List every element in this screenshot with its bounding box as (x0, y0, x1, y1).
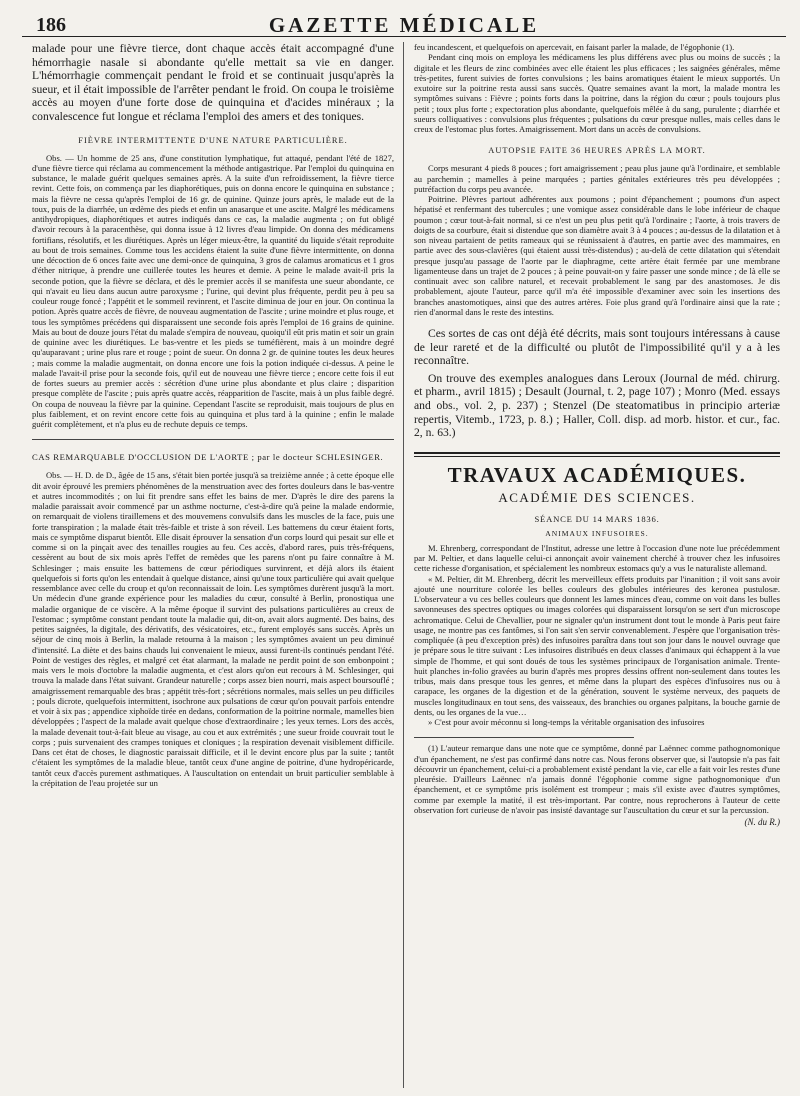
footnote-rule (414, 737, 634, 738)
page-header (22, 10, 786, 37)
paragraph-body-measure: Corps mesurant 4 pieds 8 pouces ; fort amaigrissement ; peau plus jaune qu'à l'ordinaire, et semblable au parchemin ; mamelles à peine marquées ; parties génitales extérieures très peu développées ; putréfaction du corps peu avancée. (414, 163, 780, 194)
animaux-heading: ANIMAUX INFUSOIRES. (545, 528, 649, 538)
paragraph-references: On trouve des exemples analogues dans Leroux (Journal de méd. chirurg. et pharm., avril 1815) ; Desault (Journal, t. 2, page 107) ; Monro (Med. essays and obs., vol. 2, p. 237) ; Stenzel (De steatomatibus in principio arteriæ repertis, Vitemb., 1723, p. 8.) ; Haller, Coll. disp. ad morb. histor. et cur., fac. 2, n. 63.) (414, 371, 780, 440)
paragraph-poitrine: Poitrine. Plèvres partout adhérentes aux poumons ; point d'épanchement ; poumons d'un aspect hépatisé et renfermant des tubercules ; une vomique assez considérable dans le lobe inférieur de chaque poumon ; cœur tout-à-fait normal, si ce n'est un peu plus petit qu'à l'ordinaire ; l'aorte, à trois travers de doigts de sa courbure, était si distendue que son diamètre avait 3 à 4 pouces ; au-dessus de la dilatation et à son niveau partaient de petits rameaux qui se réunissaient à d'autres, en partie avec des mammaires, en partie avec des sous-clavières (qui étaient aussi très-distendus) ; au-delà de cette dilatation qui s'étendait presque jusqu'au passage de l'aorte par le diaphragme, cette artère était fermée par une membrane ligamenteuse dans un trajet de 2 pouces ; à peine pouvait-on y faire passer une sonde mince ; de là elle se continuait avec son calibre naturel, et recevait probablement le sang par des anastomoses. Je dis probablement, ajoute l'auteur, parce qu'il m'a été impossible d'examiner avec soin les insertions des branches anastomotiques, ainsi que des autres artères. Foie plus grand qu'à l'ordinaire ainsi que la rate ; rien d'anormal dans le reste des intestins. (414, 194, 780, 317)
thin-divider (414, 456, 780, 457)
section-divider (32, 439, 394, 440)
paragraph-remark: Ces sortes de cas ont déjà été décrits, mais sont toujours intéressans à cause de leur rareté et de la difficulté ou plutôt de l'impossibilité qu'il y a à les reconnaître. (414, 327, 780, 368)
left-column (32, 42, 394, 1088)
continued-paragraph: feu incandescent, et quelquefois on apercevait, en faisant parler la malade, de l'égophonie (1). (414, 42, 735, 52)
paragraph-peltier-quote: « M. Peltier, dit M. Ehrenberg, décrit les merveilleux effets produits par l'inanition ; il voit sans avoir ajouté une nourriture colorée les belles couleurs des globules intérieures des keronea pustulosæ. L'observateur a vu ces belles couleurs que donnent les lames minces d'eau, comme on voit dans les bulles savonneuses des spectres optiques ou images colorées qui disparaissent lorsqu'on se sert d'un microscope achromatique. Celui de Chevallier, pour ne signaler qu'un instrument dont tout le monde à Paris peut faire usage, ne montre pas ces fantômes, si l'on sait s'en servir convenablement. J'espère que l'organisation très-compliquée (à peu d'exception près) des infusoires paraîtra dans tout son jour dans le nouvel ouvrage que je prépare sous le titre suivant : Les infusoires distribués en deux classes d'animaux qui échappent à la vue simple de l'homme, et qui sont doués de tous les systèmes principaux de l'organisation animale. Trente-huit planches in-folio gravées au burin d'après mes propres dessins offrent non-seulement dans toutes les tribus, mais dans presque tous les genres, et même dans la plupart des espèces d'infusoires nus ou à carapace, les organes de la digestion et de la génération, souvent le système nerveux, des paquets de muscles longitudinaux en tout sens, des vaisseaux, des branchies ou organes palpitans, la bouche garnie de dents, ou les organes de la vue… (414, 573, 780, 717)
paragraph-treatment: Pendant cinq mois on employa les médicamens les plus différens avec plus ou moins de succès ; la digitale et les fleurs de zinc combinées avec elle étaient les plus efficaces ; les saignées générales, même très-petites, furent suivies de fortes convulsions ; les bains aromatiques étaient le mieux supportés. Un exutoire sur la poitrine resta aussi sans succès. Quatre semaines avant la mort, la malade montra les symptômes suivans : Fièvre ; points forts dans la poitrine, dans la région du cœur ; pouls toujours plus petit ; toux plus forte ; expectoration plus abondante, quelquefois mêlée à du sang, purulente ; diarrhée et sueurs colliquatives : convulsions plus fréquentes ; pulsations du cœur presque nulles, mais celles dans le creux de l'estomac plus fortes. Amaigrissement. Mort dans un accès de convulsions. (414, 52, 780, 134)
newspaper-page (22, 10, 786, 1090)
column-rule (403, 42, 404, 1088)
autopsy-title: AUTOPSIE FAITE 36 HEURES APRÈS LA MORT. (488, 146, 706, 156)
intro-paragraph: malade pour une fièvre tierce, dont chaque accès était accompagné d'une hémorrhagie nasale si abondante qu'elle mettait sa vie en danger. L'hémorrhagie commençait pendant le froid et se continuait jusqu'après la sueur, et il était impossible de l'arrêter pendant le froid. On coupa le troisième accès au moyen d'une forte dose de quinquina et d'acides minéraux ; la convalescence fut longue et réclama l'emploi des amers et des toniques. (32, 42, 394, 123)
footnote-signature: (N. du R.) (744, 817, 780, 827)
seance-heading: SÉANCE DU 14 MARS 1836. (534, 513, 660, 524)
page-number: 186 (36, 14, 66, 36)
travaux-heading: TRAVAUX ACADÉMIQUES. (447, 462, 747, 487)
right-column (414, 42, 780, 1088)
section-title-aorte: CAS REMARQUABLE D'OCCLUSION DE L'AORTE ; par le docteur SCHLESINGER. (32, 452, 384, 463)
academie-heading: ACADÉMIE DES SCIENCES. (498, 489, 696, 505)
paragraph-infusoires: » C'est pour avoir méconnu si long-temps la véritable organisation des infusoires (428, 717, 705, 727)
footnote: (1) L'auteur remarque dans une note que ce symptôme, donné par Laënnec comme pathognomonique d'un épanchement, ne s'est pas confirmé dans notre cas. Nous ferons observer que, si l'autopsie n'a pas fait découvrir un épanchement, celui-ci a probablement existé pendant la vie, car elle a fait voir les restes d'une pleurésie. D'ailleurs Laënnec n'a jamais donné l'égophonie comme signe pathognomonique d'un épanchement, et ce symptôme pris isolément est trompeur ; mais s'il existe avec d'autres symptômes, comme par exemple la matité, il est très-important. Par contre, nous reprocherons à l'auteur de cette observation fort curieuse de n'avoir pas insisté davantage sur l'auscultation du cœur et sur la percussion. (414, 743, 780, 815)
section-body-fievre: Obs. — Un homme de 25 ans, d'une constitution lymphatique, fut attaqué, pendant l'été de 1827, d'une fièvre tierce qui réclama au commencement la méthode antigastrique. Par l'emploi du quinquina en substance, le malade guérit quelques semaines après. A la suite d'un refroidissement, la fièvre tierce revint. Cette fois, on commença par les diaphorétiques, puis on donna encore le quinquina en substance ; mais la fièvre ne cessa qu'après l'emploi de 16 gr. de quinine. Quinze jours après, le malade eut de la toux, puis de la diarrhée, un œdème des pieds et enfin un anasarque et une ascite. Malgré les médicamens antihydropiques, diaphorétiques et autres indiqués dans ce cas, la maladie augmenta ; on fut obligé d'avoir recours à la paracenthèse, qui donna issue à 12 livres d'eau limpide. On donna des médicamens fortifians, résolutifs, et les diurétiques. Après un léger mieux-être, la quantité du liquide s'était reproduite au bout de trois semaines. Comme tous les accidens étaient la suite d'une fièvre intermittente, on donna une décoction de 6 onces faite avec une demi-once de quinquina, 3 gros de calamus aromaticus et 1 gros d'éther nitrique, à prendre une cuillerée toutes les heures et demie. A peine le malade avait-il pris la seconde potion, que la fièvre se déclara, et dès le premier accès il se manifesta une sueur abondante, ce qui n'avait eu lieu dans aucun autre paroxysme ; l'urine, qui devint plus fréquente, perdit peu à peu sa couleur rouge foncé ; l'appétit et le sommeil revinrent, et l'ascite diminua de jour en jour. On continua la potion. Après quatre accès de fièvre, de nouveau augmentation de l'ascite ; urine moindre et plus rouge, et tous les symptômes précédens qui disparaissent une seconde fois après l'emploi de 16 grains de quinine. Mais au bout de douze jours l'état du malade s'empira de nouveau, quoiqu'il eût pris matin et soir un grain de quinine avec les diurétiques. Le bas-ventre et les pieds se tuméfièrent, mais à un moindre degré qu'auparavant ; urine plus rare et rouge ; point de sueur. On donna 2 gr. de quinine toutes les deux heures ; mais comme la maladie augmentait, on donna encore une fois la potion indiquée ci-dessus. A peine le malade l'avait-il prise pour la seconde fois, qu'il eut de nouveau une fièvre tierce ; encore cette fois il eut de fortes sueurs au premier accès : sécrétion d'une urine plus abondante et plus claire ; disparition presque complète de l'ascite ; puis après quatre accès, réapparition de l'ascite, mais à un plus faible degré. On coupa de nouveau la fièvre par la quinine. Cependant l'ascite se reproduisit, mais toujours de plus en plus faiblement, et on revint encore cette fois au quinquina et plus tard à la quinine ; enfin le malade guérit complètement, et n'a plus eu de rechute depuis ce temps. (32, 152, 394, 430)
columns (22, 42, 786, 1088)
section-body-aorte: Obs. — H. D. de D., âgée de 15 ans, s'était bien portée jusqu'à sa treizième année ; à cette époque elle dit avoir éprouvé les premiers phénomènes de la menstruation avec des fortes douleurs dans le bas-ventre et autres incommodités ; on lui fit prendre sans effet les bains de mer. D'après le dire des parens la maladie paraissait avoir commencé par un asthme nocturne, c'est-à-dire qu'à peine la malade endormie, on remarquait de violens tiraillemens et des mouvemens convulsifs dans les muscles de la face, puis une forte transpiration ; la malade était très-faible et triste à son réveil. Les battemens du cœur étaient forts, mais ce symptôme disparut bientôt. Elle disait éprouver la sensation d'un corps lourd qui pesait sur elle et comme si on la pinçait avec des tenailles rougies au feu. Ces accès, d'abord rares, puis très-fréquens, cessèrent au bout de six mois après l'effet de remèdes que les parens n'ont pu faire connaître à M. Schlesinger ; mais ensuite les battemens de cœur périodiques survinrent, et déjà alors ils étaient quelquefois si forts qu'on les entendait à quelque distance, ainsi qu'une toux particulière qui avait quelque ressemblance avec celle du croup et qu'on reconnaissait de loin. Les symptômes durèrent jusqu'à la mort. Un médecin d'une grande expérience pour les maladies du cœur, consulté à Berlin, pronostiqua une maladie organique de ce viscère. A la même époque il survint des pulsations particulières au creux de l'estomac ; symptôme constant pendant toute la maladie qui, dit-on, avait alors augmenté. Des bains, des petites saignées, la digitale, des dérivatifs, des vésicatoires, etc., furent employés sans succès. Après un séjour de cinq mois à Berlin, la malade retourna à la maison ; les symptômes avaient un peu diminué d'intensité. La diète et des bains chauds lui convenaient le mieux, aussi furent-ils continués pendant l'été. Point de vestiges des règles, et malgré cet état alarmant, la malade ne perdit point de son embonpoint ; mais vers le mois d'octobre la maladie augmenta, et c'est alors qu'on eut recours à M. Schlesinger, qui trouva la malade dans l'état suivant. Grandeur naturelle ; corps assez bien nourri, mais aspect boursouflé ; amaigrissement remarquable des bras ; appétit très-fort ; sécrétions normales, mais selles un peu difficiles ; pouls dicrote, quelquefois intermittent, isochrone aux pulsations de cœur qu'on pouvait parfois entendre et voir à six pas ; appendice xiphoïde tirée en dedans, conformation de la poitrine normale, mamelles bien développées ; l'aspect de la malade avait quelque chose d'extraordinaire ; les yeux ternes. Lors des accès, la malade devenait tout-à-fait bleue au visage, au cou et aux extrémités ; une sueur froide couvrait tout le corps ; puis survenaient des crampes toniques et cloniques ; la respiration devenait visiblement difficile. Dans cet état de choses, le diagnostic paraissait difficile, et il le devint encore plus par la suite ; tantôt c'étaient les symptômes de la maladie bleue, tantôt ceux d'une angine de poitrine, d'une hydropéricarde, tantôt ceux d'accès purement asthmatiques. A l'auscultation on entendait un bruit particulier semblable à la crépitation de l'eau projetée sur un (32, 470, 394, 788)
journal-title: GAZETTE MÉDICALE (268, 13, 540, 37)
section-title-fievre: FIÈVRE INTERMITTENTE D'UNE NATURE PARTICULIÈRE. (78, 135, 348, 145)
paragraph-ehrenberg: M. Ehrenberg, correspondant de l'Institut, adresse une lettre à l'occasion d'une note lue précédemment par M. Peltier, et dans laquelle celui-ci annonçait avoir vainement cherché à trouver chez les infusoires cette richesse d'organisation, et spécialement les nombreux estomacs qu'y a vus le naturaliste allemand. (414, 542, 780, 574)
thick-divider (414, 452, 780, 454)
